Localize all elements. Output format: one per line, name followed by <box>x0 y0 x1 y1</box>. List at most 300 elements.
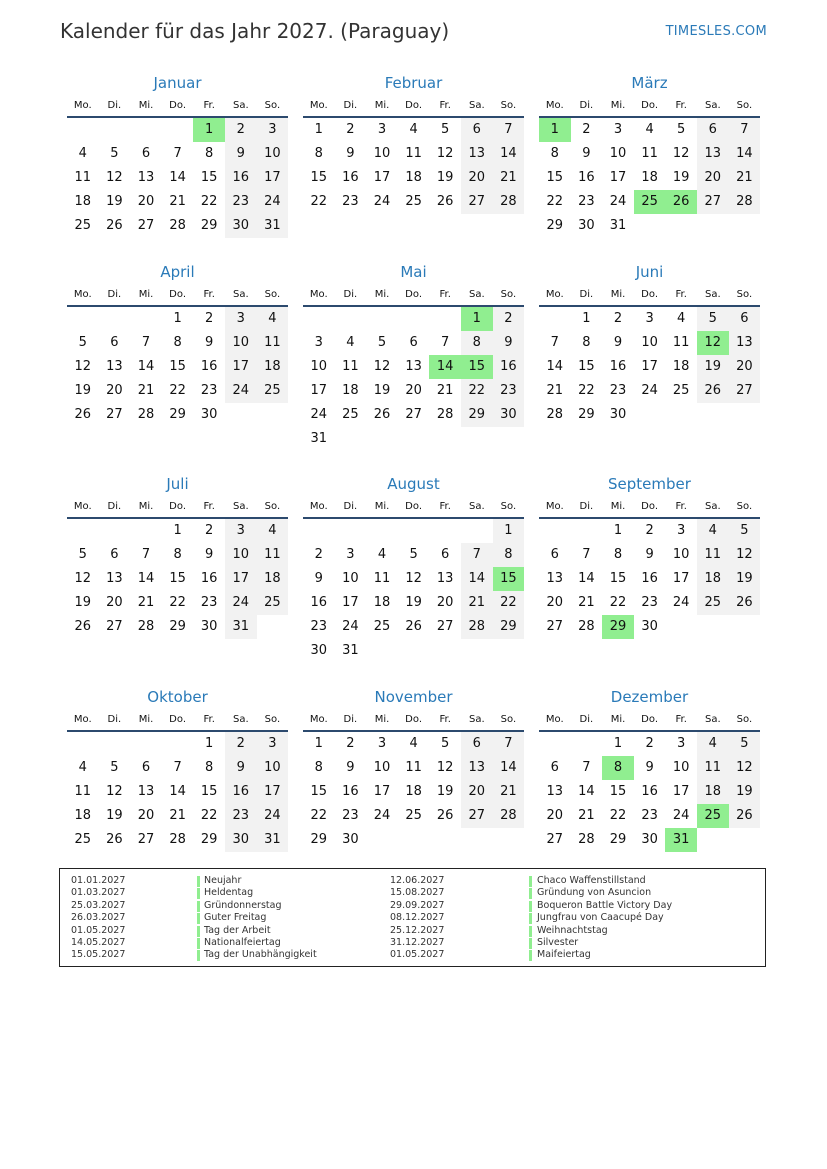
day-cell: 4 <box>677 311 686 326</box>
day-cell: 28 <box>546 407 564 422</box>
month-name: April <box>160 263 195 281</box>
day-cell: 14 <box>461 567 493 591</box>
weekday-header: Mo. <box>309 714 328 725</box>
day-cell: 12 <box>373 359 391 374</box>
day-cell: 26 <box>106 832 123 847</box>
day-cell: 20 <box>729 355 761 379</box>
day-cell: 16 <box>493 355 525 379</box>
month-name: August <box>387 475 440 493</box>
day-cell: 22 <box>578 383 595 398</box>
day-cell: 13 <box>137 784 155 799</box>
weekday-header: Mo. <box>309 289 328 300</box>
day-cell: 2 <box>225 118 257 142</box>
day-cell: 20 <box>137 808 155 823</box>
day-cell: 10 <box>672 760 690 775</box>
day-cell: 5 <box>441 122 450 137</box>
legend-holiday-name: Guter Freitag <box>204 912 267 924</box>
day-cell: 6 <box>141 146 151 161</box>
day-cell: 3 <box>645 311 654 326</box>
day-cell: 4 <box>257 519 289 543</box>
weekday-header: Mi. <box>374 100 390 111</box>
day-cell: 4 <box>645 122 654 137</box>
day-cell: 27 <box>546 832 564 847</box>
day-cell: 20 <box>461 166 493 190</box>
day-cell: 22 <box>310 194 328 209</box>
day-cell: 17 <box>672 784 690 799</box>
weekday-header: Mi. <box>610 501 626 512</box>
holiday-day-cell: 1 <box>461 307 493 331</box>
day-cell: 21 <box>436 383 454 398</box>
day-cell: 11 <box>697 543 729 567</box>
weekday-header: So. <box>264 714 281 725</box>
legend-marker <box>197 876 200 887</box>
day-cell: 26 <box>106 218 123 233</box>
holiday-day-cell: 25 <box>634 190 666 214</box>
weekday-header: Do. <box>641 714 658 725</box>
day-cell: 10 <box>342 571 359 586</box>
day-cell: 21 <box>578 595 595 610</box>
weekday-header: Mi. <box>374 501 390 512</box>
weekday-header: Mi. <box>610 100 626 111</box>
day-cell: 25 <box>74 832 92 847</box>
legend-marker <box>529 901 532 912</box>
day-cell: 8 <box>493 543 525 567</box>
day-cell: 9 <box>205 335 214 350</box>
weekday-header: Mi. <box>374 289 390 300</box>
day-cell: 22 <box>461 379 493 403</box>
day-cell: 27 <box>697 190 729 214</box>
day-cell: 8 <box>314 146 323 161</box>
day-cell: 8 <box>205 760 214 775</box>
day-cell: 25 <box>672 383 690 398</box>
day-cell: 30 <box>225 828 257 852</box>
legend-marker <box>197 926 200 937</box>
day-cell: 1 <box>613 523 623 538</box>
legend-marker <box>529 926 532 937</box>
weekday-header: Sa. <box>704 714 721 725</box>
weekday-header: Sa. <box>704 100 721 111</box>
day-cell: 13 <box>106 359 123 374</box>
day-cell: 2 <box>493 307 525 331</box>
day-cell: 1 <box>314 736 323 751</box>
day-cell: 18 <box>74 808 92 823</box>
weekday-header: Fr. <box>439 100 451 111</box>
day-cell: 22 <box>200 194 218 209</box>
day-cell: 24 <box>342 619 359 634</box>
day-cell: 7 <box>550 335 559 350</box>
day-cell: 2 <box>314 547 323 562</box>
weekday-header: So. <box>500 501 517 512</box>
day-cell: 5 <box>441 736 450 751</box>
weekday-header: Di. <box>107 289 122 300</box>
day-cell: 13 <box>436 571 454 586</box>
day-cell: 28 <box>137 407 155 422</box>
day-cell: 24 <box>257 804 289 828</box>
day-cell: 9 <box>346 760 355 775</box>
day-cell: 11 <box>342 359 359 374</box>
day-cell: 1 <box>493 519 525 543</box>
day-cell: 4 <box>697 732 729 756</box>
day-cell: 2 <box>205 523 214 538</box>
site-link[interactable]: TIMESLES.COM <box>665 24 767 39</box>
legend-marker <box>197 901 200 912</box>
day-cell: 10 <box>373 146 391 161</box>
day-cell: 12 <box>436 760 454 775</box>
day-cell: 6 <box>697 118 729 142</box>
day-cell: 29 <box>200 832 218 847</box>
day-cell: 12 <box>436 146 454 161</box>
day-cell: 22 <box>546 194 564 209</box>
weekday-header: Di. <box>107 501 122 512</box>
day-cell: 21 <box>137 383 155 398</box>
day-cell: 18 <box>697 780 729 804</box>
day-cell: 26 <box>405 619 422 634</box>
day-cell: 16 <box>641 784 658 799</box>
legend-date: 12.06.2027 <box>390 875 445 886</box>
day-cell: 19 <box>373 383 391 398</box>
day-cell: 23 <box>225 190 257 214</box>
day-cell: 4 <box>346 335 355 350</box>
day-cell: 13 <box>461 756 493 780</box>
day-cell: 22 <box>493 591 525 615</box>
weekday-header: Fr. <box>203 714 215 725</box>
weekday-header: Mi. <box>374 714 390 725</box>
day-cell: 30 <box>342 832 359 847</box>
day-cell: 3 <box>677 736 686 751</box>
weekday-header: Mi. <box>138 714 154 725</box>
day-cell: 18 <box>373 595 391 610</box>
day-cell: 12 <box>74 359 92 374</box>
legend-holiday-name: Chaco Waffenstillstand <box>537 875 646 886</box>
day-cell: 14 <box>169 784 186 799</box>
day-cell: 4 <box>78 760 87 775</box>
month-name: Oktober <box>147 688 208 706</box>
day-cell: 28 <box>493 190 525 214</box>
day-cell: 12 <box>672 146 690 161</box>
day-cell: 3 <box>225 307 257 331</box>
day-cell: 5 <box>377 335 387 350</box>
day-cell: 20 <box>106 383 123 398</box>
day-cell: 17 <box>257 780 289 804</box>
weekday-header: Mi. <box>138 100 154 111</box>
weekday-header: Mi. <box>610 289 626 300</box>
day-cell: 16 <box>310 595 328 610</box>
weekday-header: Di. <box>343 501 358 512</box>
legend-holiday-name: Jungfrau von Caacupé Day <box>537 912 664 924</box>
day-cell: 31 <box>609 218 627 233</box>
weekday-header: Di. <box>343 714 358 725</box>
day-cell: 22 <box>169 383 186 398</box>
day-cell: 21 <box>546 383 564 398</box>
month-name: Juli <box>166 475 189 493</box>
weekday-header: Di. <box>579 100 594 111</box>
day-cell: 3 <box>613 122 623 137</box>
day-cell: 25 <box>405 808 422 823</box>
day-cell: 25 <box>74 218 92 233</box>
weekday-header: So. <box>500 100 517 111</box>
month-name: Mai <box>400 263 427 281</box>
day-cell: 5 <box>409 547 418 562</box>
day-cell: 1 <box>173 523 182 538</box>
day-cell: 26 <box>436 808 454 823</box>
day-cell: 8 <box>173 335 182 350</box>
day-cell: 10 <box>641 335 658 350</box>
legend-date: 31.12.2027 <box>390 937 445 948</box>
day-cell: 27 <box>137 218 155 233</box>
day-cell: 27 <box>461 190 493 214</box>
day-cell: 7 <box>493 732 525 756</box>
day-cell: 18 <box>405 170 422 185</box>
day-cell: 10 <box>257 756 289 780</box>
weekday-header: So. <box>736 289 753 300</box>
day-cell: 20 <box>436 595 454 610</box>
day-cell: 20 <box>137 194 155 209</box>
weekday-header: Mo. <box>73 100 92 111</box>
day-cell: 7 <box>141 335 151 350</box>
day-cell: 9 <box>582 146 591 161</box>
day-cell: 6 <box>550 547 559 562</box>
day-cell: 30 <box>578 218 595 233</box>
day-cell: 14 <box>578 784 595 799</box>
day-cell: 30 <box>200 619 218 634</box>
day-cell: 3 <box>257 732 289 756</box>
day-cell: 6 <box>409 335 418 350</box>
legend-holiday-name: Tag der Arbeit <box>204 924 271 936</box>
day-cell: 14 <box>493 142 525 166</box>
day-cell: 29 <box>200 218 218 233</box>
day-cell: 10 <box>609 146 627 161</box>
month-name: März <box>631 74 668 92</box>
day-cell: 23 <box>225 804 257 828</box>
page-title: Kalender für das Jahr 2027. (Paraguay) <box>60 19 450 43</box>
weekday-header: Di. <box>107 100 122 111</box>
day-cell: 25 <box>405 194 422 209</box>
day-cell: 6 <box>441 547 450 562</box>
day-cell: 14 <box>578 571 595 586</box>
day-cell: 9 <box>493 331 525 355</box>
day-cell: 27 <box>546 619 564 634</box>
day-cell: 24 <box>373 808 391 823</box>
day-cell: 11 <box>257 543 289 567</box>
day-cell: 28 <box>436 407 454 422</box>
legend-holiday-name: Tag der Unabhängigkeit <box>204 949 317 961</box>
day-cell: 3 <box>314 335 323 350</box>
day-cell: 16 <box>578 170 595 185</box>
day-cell: 25 <box>373 619 391 634</box>
weekday-header: Do. <box>405 289 422 300</box>
day-cell: 17 <box>257 166 289 190</box>
day-cell: 20 <box>106 595 123 610</box>
day-cell: 22 <box>310 808 328 823</box>
weekday-header: Fr. <box>439 501 451 512</box>
weekday-header: Di. <box>579 501 594 512</box>
day-cell: 31 <box>257 828 289 852</box>
day-cell: 5 <box>677 122 686 137</box>
day-cell: 16 <box>342 784 359 799</box>
weekday-header: Sa. <box>232 501 249 512</box>
day-cell: 15 <box>169 359 186 374</box>
holiday-day-cell: 8 <box>602 756 634 780</box>
day-cell: 11 <box>405 760 422 775</box>
day-cell: 12 <box>74 571 92 586</box>
day-cell: 11 <box>74 170 92 185</box>
month-name: November <box>374 688 453 706</box>
day-cell: 1 <box>205 736 214 751</box>
month-name: Februar <box>384 74 443 92</box>
day-cell: 11 <box>74 784 92 799</box>
legend-marker <box>197 913 200 924</box>
legend-holiday-name: Boqueron Battle Victory Day <box>537 899 673 911</box>
day-cell: 2 <box>346 736 355 751</box>
day-cell: 9 <box>314 571 323 586</box>
day-cell: 6 <box>729 307 761 331</box>
day-cell: 19 <box>106 808 123 823</box>
day-cell: 11 <box>697 756 729 780</box>
day-cell: 24 <box>672 808 690 823</box>
month-name: Januar <box>153 74 202 92</box>
day-cell: 2 <box>582 122 591 137</box>
day-cell: 24 <box>641 383 658 398</box>
day-cell: 20 <box>461 780 493 804</box>
day-cell: 20 <box>697 166 729 190</box>
day-cell: 18 <box>697 567 729 591</box>
legend-marker <box>529 876 532 887</box>
day-cell: 13 <box>461 142 493 166</box>
legend-date: 01.01.2027 <box>71 875 126 886</box>
weekday-header: Fr. <box>675 501 687 512</box>
day-cell: 19 <box>672 170 690 185</box>
day-cell: 21 <box>578 808 595 823</box>
weekday-header: Do. <box>169 100 186 111</box>
day-cell: 24 <box>373 194 391 209</box>
day-cell: 5 <box>78 547 87 562</box>
day-cell: 26 <box>697 379 729 403</box>
day-cell: 26 <box>74 407 92 422</box>
day-cell: 17 <box>373 784 391 799</box>
day-cell: 26 <box>373 407 391 422</box>
legend-date: 08.12.2027 <box>390 912 445 924</box>
day-cell: 14 <box>137 359 155 374</box>
day-cell: 30 <box>493 403 525 427</box>
day-cell: 23 <box>342 194 359 209</box>
day-cell: 9 <box>346 146 355 161</box>
day-cell: 16 <box>342 170 359 185</box>
holiday-day-cell: 14 <box>429 355 461 379</box>
day-cell: 18 <box>672 359 690 374</box>
weekday-header: So. <box>264 501 281 512</box>
day-cell: 10 <box>672 547 690 562</box>
day-cell: 14 <box>169 170 186 185</box>
day-cell: 15 <box>200 784 218 799</box>
day-cell: 31 <box>225 615 257 639</box>
day-cell: 9 <box>205 547 214 562</box>
day-cell: 13 <box>405 359 422 374</box>
weekday-header: Mo. <box>73 714 92 725</box>
weekday-header: Mo. <box>73 501 92 512</box>
day-cell: 25 <box>257 379 289 403</box>
legend-marker <box>197 950 200 961</box>
legend-marker <box>529 888 532 899</box>
weekday-header: Sa. <box>468 714 485 725</box>
weekday-header: Mo. <box>309 100 328 111</box>
day-cell: 30 <box>641 832 658 847</box>
day-cell: 20 <box>546 808 564 823</box>
day-cell: 8 <box>613 547 623 562</box>
day-cell: 15 <box>169 571 186 586</box>
weekday-header: Do. <box>641 100 658 111</box>
day-cell: 18 <box>342 383 359 398</box>
day-cell: 31 <box>342 643 359 658</box>
day-cell: 12 <box>729 756 761 780</box>
day-cell: 21 <box>169 808 186 823</box>
day-cell: 10 <box>373 760 391 775</box>
day-cell: 17 <box>373 170 391 185</box>
day-cell: 7 <box>493 118 525 142</box>
weekday-header: Mo. <box>309 501 328 512</box>
legend-marker <box>529 913 532 924</box>
weekday-header: Do. <box>405 501 422 512</box>
day-cell: 24 <box>257 190 289 214</box>
day-cell: 1 <box>314 122 323 137</box>
day-cell: 16 <box>200 571 218 586</box>
day-cell: 28 <box>169 218 186 233</box>
legend-holiday-name: Neujahr <box>204 875 242 886</box>
day-cell: 30 <box>200 407 218 422</box>
day-cell: 29 <box>578 407 595 422</box>
weekday-header: Sa. <box>704 289 721 300</box>
day-cell: 7 <box>729 118 761 142</box>
day-cell: 26 <box>74 619 92 634</box>
day-cell: 11 <box>641 146 658 161</box>
holiday-day-cell: 15 <box>493 567 525 591</box>
weekday-header: Mo. <box>73 289 92 300</box>
day-cell: 24 <box>672 595 690 610</box>
day-cell: 30 <box>310 643 328 658</box>
day-cell: 21 <box>493 166 525 190</box>
day-cell: 26 <box>436 194 454 209</box>
day-cell: 6 <box>461 118 493 142</box>
weekday-header: So. <box>736 501 753 512</box>
day-cell: 9 <box>225 142 257 166</box>
day-cell: 19 <box>436 170 454 185</box>
day-cell: 19 <box>436 784 454 799</box>
day-cell: 23 <box>310 619 328 634</box>
day-cell: 18 <box>257 567 289 591</box>
weekday-header: Mo. <box>545 501 564 512</box>
legend-holiday-name: Gründung von Asuncion <box>537 887 652 899</box>
day-cell: 26 <box>729 804 761 828</box>
day-cell: 7 <box>441 335 450 350</box>
day-cell: 8 <box>314 760 323 775</box>
weekday-header: Do. <box>169 289 186 300</box>
day-cell: 10 <box>225 331 257 355</box>
day-cell: 2 <box>613 311 623 326</box>
day-cell: 26 <box>729 591 761 615</box>
day-cell: 15 <box>578 359 595 374</box>
day-cell: 4 <box>409 736 418 751</box>
day-cell: 1 <box>613 736 623 751</box>
holiday-day-cell: 1 <box>193 118 225 142</box>
day-cell: 28 <box>493 804 525 828</box>
day-cell: 10 <box>310 359 328 374</box>
day-cell: 18 <box>257 355 289 379</box>
weekday-header: Mi. <box>138 501 154 512</box>
day-cell: 6 <box>550 760 559 775</box>
day-cell: 11 <box>373 571 391 586</box>
day-cell: 23 <box>200 383 218 398</box>
day-cell: 17 <box>609 170 627 185</box>
day-cell: 30 <box>609 407 627 422</box>
